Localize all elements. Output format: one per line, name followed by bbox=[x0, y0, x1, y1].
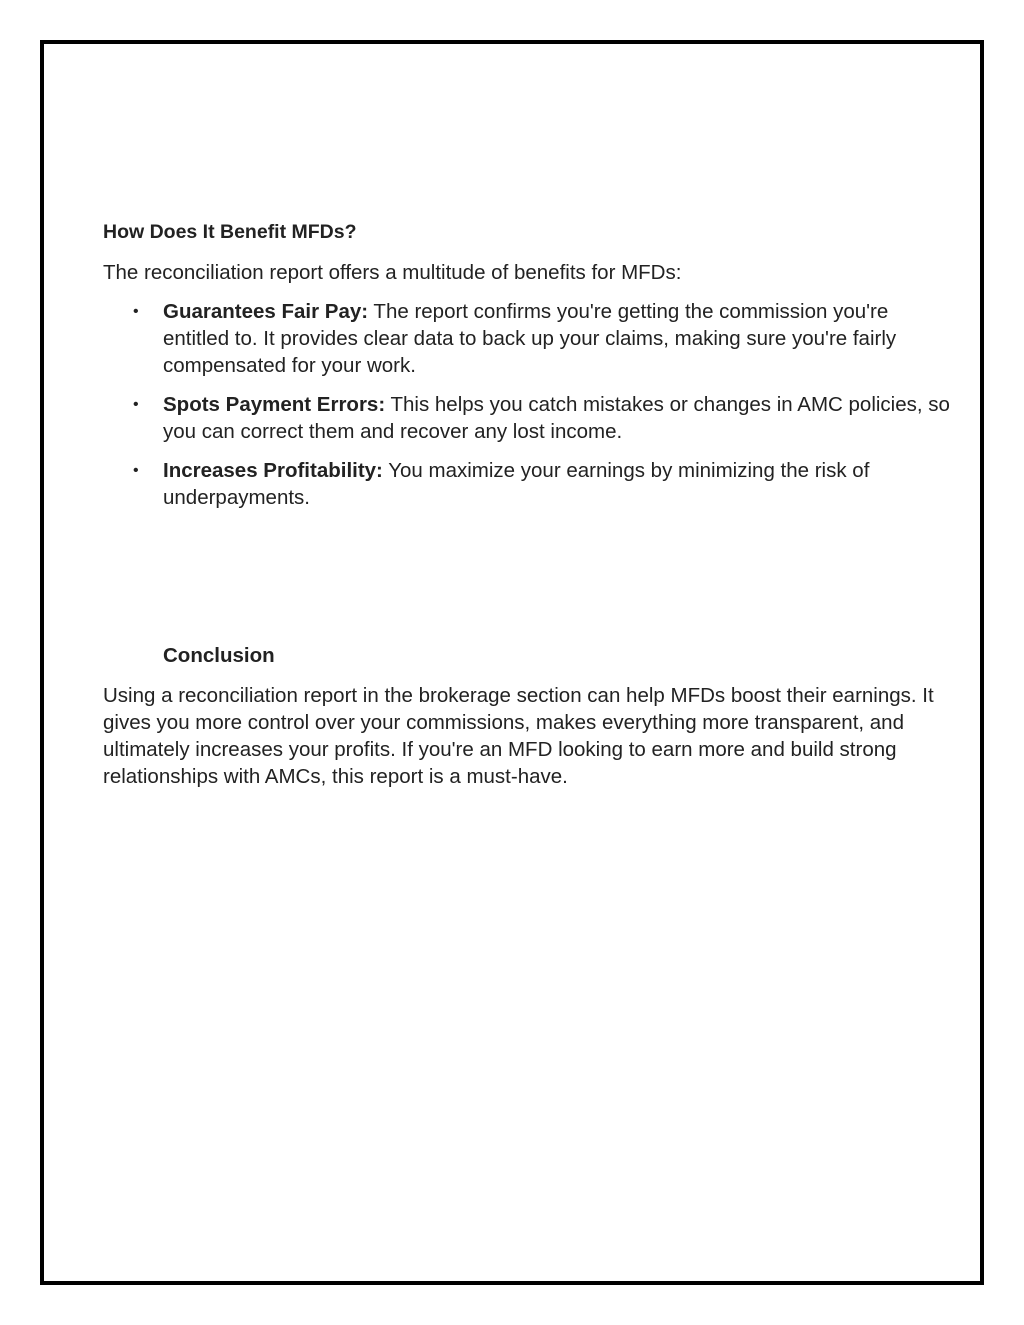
benefits-list bbox=[133, 298, 953, 523]
list-item bbox=[133, 457, 953, 511]
bullet-title: Guarantees Fair Pay: bbox=[163, 300, 369, 323]
bullet-title: Spots Payment Errors: bbox=[163, 393, 386, 416]
bullet-text: The report confirms you're getting the commission you're entitled to. It provides clear data to back up your claims, making sure you're fairly compensated for your work. bbox=[163, 300, 897, 377]
conclusion-paragraph: Using a reconciliation report in the brokerage section can help MFDs boost their earnings. It gives you more control over your commissions, makes everything more transparent, and ultimately increases your profits. If you're an MFD looking to earn more and build strong relationships with AMCs, this report is a must-have. bbox=[103, 684, 934, 788]
bullet-icon: • bbox=[133, 303, 139, 320]
conclusion-heading: Conclusion bbox=[163, 644, 275, 667]
bullet-title: Increases Profitability: bbox=[163, 459, 383, 482]
list-item bbox=[133, 391, 953, 445]
list-item bbox=[133, 298, 953, 379]
section-heading: How Does It Benefit MFDs? bbox=[103, 221, 357, 243]
intro-paragraph: The reconciliation report offers a multitude of benefits for MFDs: bbox=[103, 261, 682, 284]
bullet-text: This helps you catch mistakes or changes in AMC policies, so you can correct them and recover any lost income. bbox=[163, 393, 950, 443]
bullet-icon: • bbox=[133, 462, 139, 479]
bullet-text: You maximize your earnings by minimizing the risk of underpayments. bbox=[163, 459, 870, 509]
bullet-icon: • bbox=[133, 396, 139, 413]
